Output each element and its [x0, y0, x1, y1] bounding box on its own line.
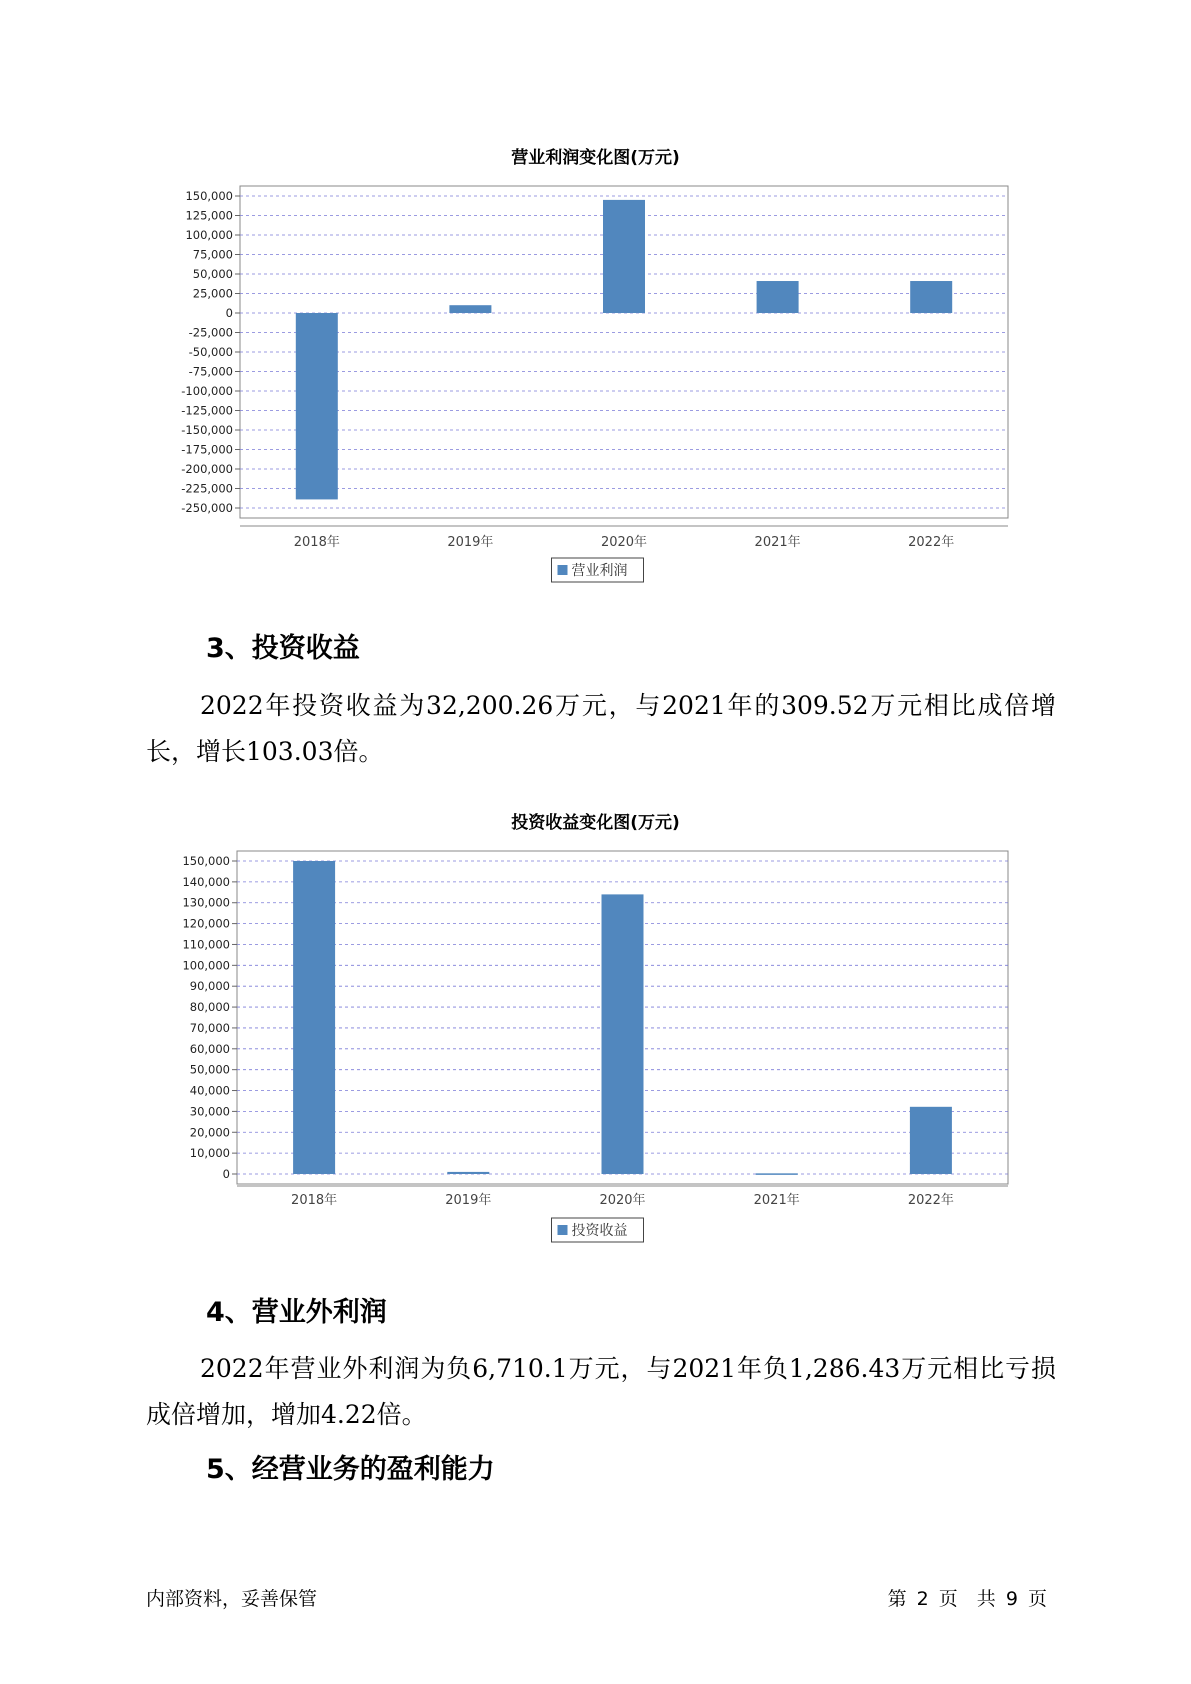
x-tick-label: 2019年	[445, 1193, 492, 1208]
y-tick-label: -75,000	[188, 364, 233, 379]
section4-paragraph: 2022年营业外利润为负6,710.1万元，与2021年负1,286.43万元相比亏损成倍增加，增加4.22倍。	[146, 1354, 1056, 1429]
bar-2021年	[757, 281, 799, 313]
y-tick-label: -175,000	[181, 442, 233, 457]
y-tick-label: -200,000	[181, 462, 233, 476]
y-tick-label: 140,000	[182, 874, 230, 889]
x-tick-label: 2018年	[291, 1193, 338, 1208]
y-tick-label: 25,000	[192, 286, 233, 301]
footer-page-indicator	[886, 1584, 1049, 1611]
legend-swatch	[558, 565, 568, 575]
x-tick-label: 2020年	[600, 535, 648, 550]
page-number: 2	[916, 1588, 929, 1610]
y-tick-label: 150,000	[182, 854, 230, 868]
investment-income-chart	[0, 830, 1191, 1250]
bar-2019年	[447, 1172, 489, 1174]
bar-2021年	[756, 1173, 798, 1175]
y-tick-label: -100,000	[181, 384, 233, 398]
x-tick-label: 2022年	[908, 535, 955, 550]
y-tick-label: 120,000	[182, 916, 230, 931]
bar-2018年	[296, 313, 338, 499]
y-tick-label: 100,000	[182, 958, 230, 973]
legend-label: 投资收益	[571, 1223, 628, 1239]
page-total: 9	[1005, 1588, 1018, 1610]
y-tick-label: 80,000	[189, 1000, 230, 1015]
x-tick-label: 2021年	[753, 1193, 800, 1208]
y-tick-label: 125,000	[185, 208, 233, 223]
footer-confidential-note: 内部资料，妥善保管	[146, 1588, 318, 1610]
y-tick-label: 90,000	[189, 979, 230, 994]
y-tick-label: 20,000	[189, 1125, 230, 1140]
bar-2018年	[293, 861, 335, 1174]
y-tick-label: 50,000	[189, 1062, 230, 1077]
section5-heading: 5、经营业务的盈利能力	[206, 1454, 495, 1485]
y-tick-label: 130,000	[182, 895, 230, 910]
y-tick-label: 50,000	[192, 267, 233, 281]
legend-label: 营业利润	[571, 563, 628, 579]
bar-2019年	[449, 305, 491, 313]
legend-swatch	[558, 1225, 568, 1235]
x-tick-label: 2021年	[754, 535, 801, 550]
y-tick-label: -25,000	[188, 325, 233, 340]
chart1-title: 营业利润变化图(万元)	[511, 148, 680, 168]
y-tick-label: 0	[222, 1167, 230, 1181]
y-tick-label: 60,000	[189, 1041, 230, 1056]
y-tick-label: 30,000	[189, 1104, 230, 1119]
page-suffix: 页	[1027, 1588, 1047, 1610]
bar-2022年	[910, 1107, 952, 1174]
x-tick-label: 2020年	[599, 1193, 646, 1208]
x-tick-label: 2022年	[907, 1193, 954, 1208]
y-tick-label: -225,000	[181, 481, 233, 496]
chart2-title: 投资收益变化图(万元)	[511, 813, 680, 833]
bar-2022年	[910, 281, 952, 313]
y-tick-label: 10,000	[189, 1146, 230, 1161]
y-tick-label: -150,000	[181, 423, 233, 437]
y-tick-label: -50,000	[188, 345, 233, 359]
x-tick-label: 2019年	[447, 535, 494, 550]
y-tick-label: 40,000	[189, 1083, 230, 1098]
y-tick-label: 0	[225, 306, 233, 320]
section3-heading: 3、投资收益	[206, 633, 360, 664]
bar-2020年	[602, 894, 644, 1174]
y-tick-label: 150,000	[185, 189, 233, 203]
page-mid: 页 共	[938, 1588, 996, 1610]
y-tick-label: -125,000	[181, 403, 233, 418]
bar-2020年	[603, 200, 645, 313]
operating-profit-chart	[0, 160, 1191, 620]
x-tick-label: 2018年	[293, 535, 340, 550]
y-tick-label: 75,000	[192, 247, 233, 262]
y-tick-label: 70,000	[189, 1020, 230, 1035]
y-tick-label: 110,000	[182, 937, 230, 952]
page-prefix: 第	[887, 1588, 907, 1610]
y-tick-label: 100,000	[185, 228, 233, 242]
section3-paragraph: 2022年投资收益为32,200.26万元，与2021年的309.52万元相比成倍增长，增长103.03倍。	[146, 691, 1056, 766]
section4-heading: 4、营业外利润	[206, 1297, 387, 1328]
y-tick-label: -250,000	[181, 501, 233, 515]
